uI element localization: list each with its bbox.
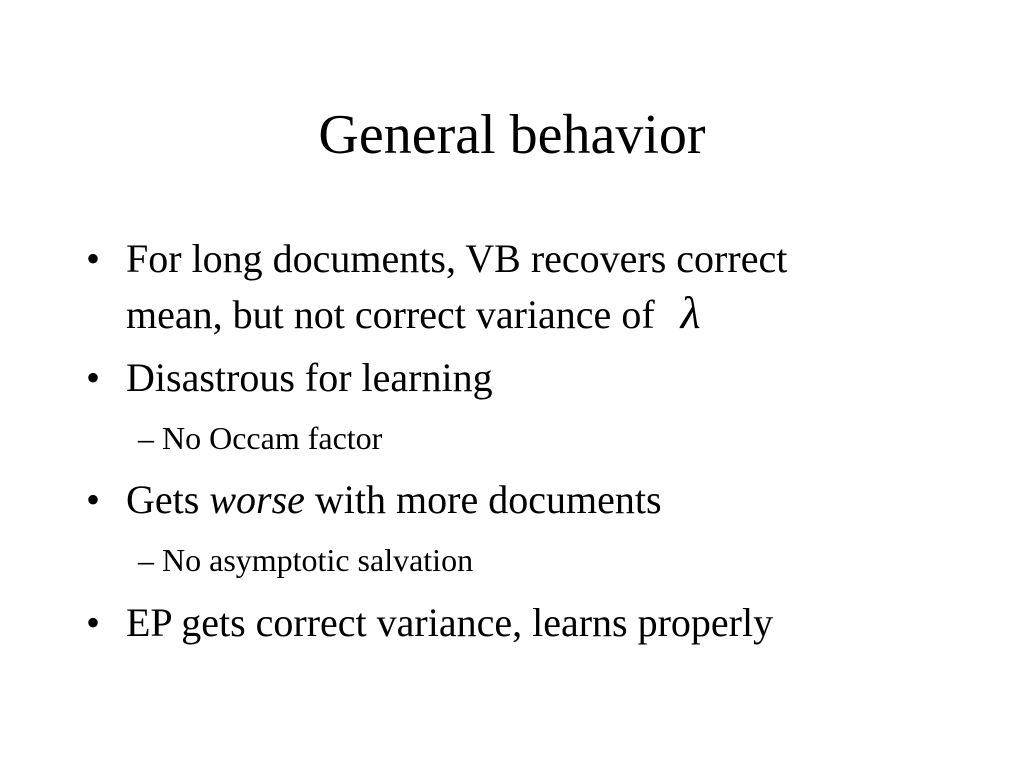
bullet-3-emphasis: worse — [209, 477, 305, 522]
bullet-item-1 — [86, 232, 926, 342]
bullet-3-prefix: Gets — [126, 477, 210, 522]
bullet-4-text: EP gets correct variance, learns properly — [126, 600, 774, 645]
sub-bullet-item-2 — [138, 540, 918, 580]
sub-bullet-2-text: No asymptotic salvation — [162, 542, 474, 578]
bullet-dot: • — [86, 236, 101, 281]
bullet-1-line2-text: mean, but not correct variance of — [126, 292, 655, 337]
bullet-item-2 — [86, 351, 926, 405]
bullet-1-line2 — [126, 286, 926, 342]
sub-bullet-1-text: No Occam factor — [162, 420, 383, 456]
lambda-symbol: λ — [680, 287, 701, 338]
sub-dash: – — [138, 420, 154, 456]
slide-title: General behavior — [318, 104, 706, 166]
bullet-3-suffix: with more documents — [304, 477, 662, 522]
bullet-2-text: Disastrous for learning — [126, 355, 493, 400]
bullet-dot: • — [86, 600, 101, 645]
sub-dash: – — [138, 542, 154, 578]
sub-bullet-item-1 — [138, 418, 918, 458]
bullet-dot: • — [86, 477, 101, 522]
bullet-1-line1: For long documents, VB recovers correct — [126, 236, 788, 281]
bullet-dot: • — [86, 355, 101, 400]
bullet-item-4 — [86, 596, 926, 650]
bullet-item-3 — [86, 473, 926, 527]
